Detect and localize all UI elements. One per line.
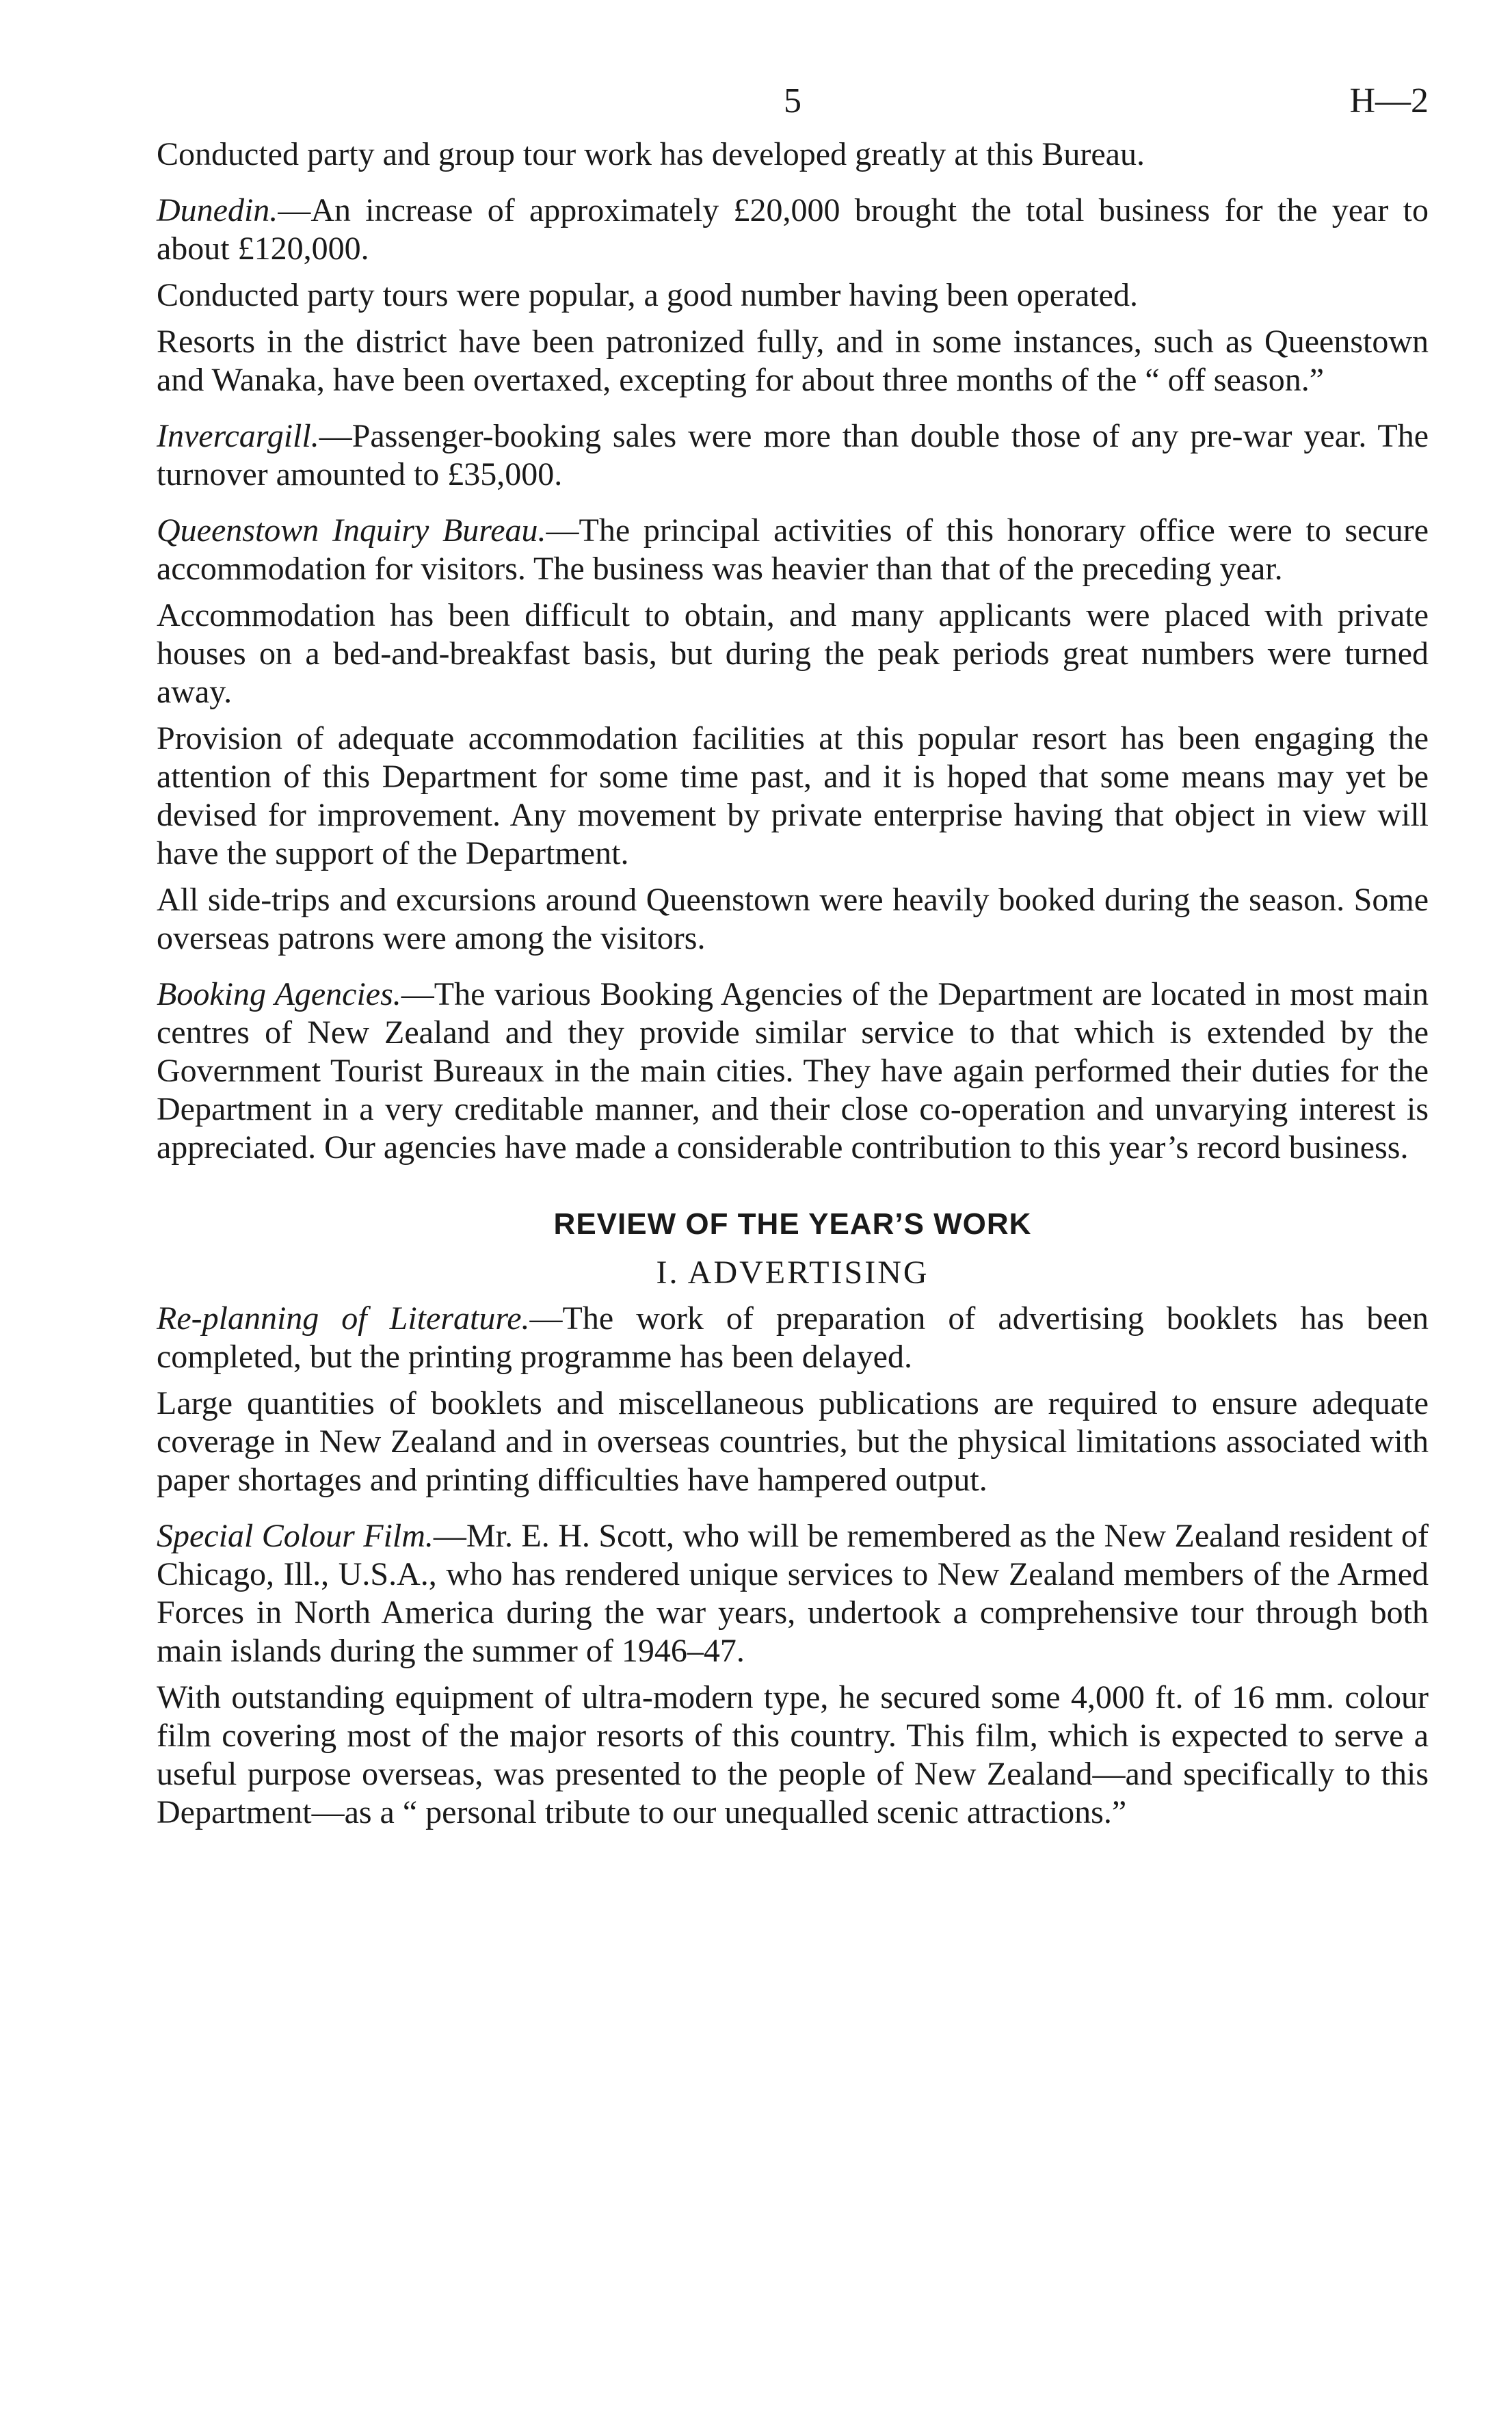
paragraph-text: —Mr. E. H. Scott, who will be remembered as the New Zealand resident of Chicago, Ill., U.S.A., who has rendered unique services to New Zealand members of the Armed Forces in North America during the war years, undertook a comprehensive tour through both main islands during the summer of 1946–47.	[157, 1518, 1429, 1669]
paragraph-large-quantities	[157, 1384, 1429, 1499]
paragraph-queenstown-inquiry-bureau	[157, 512, 1429, 588]
paragraph-lead: Queenstown Inquiry Bureau.	[157, 512, 546, 549]
paragraph-special-colour-film	[157, 1517, 1429, 1670]
paragraph-provision	[157, 720, 1429, 873]
paragraph-text: Accommodation has been difficult to obtain, and many applicants were placed with private houses on a bed-and-breakfast basis, but during the peak periods great numbers were turned away.	[157, 597, 1429, 710]
paragraph-outstanding-equipment	[157, 1679, 1429, 1832]
paragraph-lead: Special Colour Film.	[157, 1518, 434, 1554]
paragraph-text: With outstanding equipment of ultra-modern type, he secured some 4,000 ft. of 16 mm. colour film covering most of the major resorts of this country. This film, which is expected to serve a useful purpose overseas, was presented to the people of New Zealand—and specifically to this Department—as a “ personal tribute to our unequalled scenic attractions.”	[157, 1679, 1429, 1830]
paragraph-replanning-literature	[157, 1300, 1429, 1376]
paragraph-text: —An increase of approximately £20,000 brought the total business for the year to about £120,000.	[157, 192, 1429, 267]
paragraph-text: Provision of adequate accommodation facilities at this popular resort has been engaging the attention of this Department for some time past, and it is hoped that some means may yet be devised for improvement. Any movement by private enterprise having that object in view will have the support of the Department.	[157, 720, 1429, 871]
paragraph-text: Large quantities of booklets and miscellaneous publications are required to ensure adequate coverage in New Zealand and in overseas countries, but the physical limitations associated with paper shortages and printing difficulties have hampered output.	[157, 1385, 1429, 1498]
paragraph-booking-agencies	[157, 975, 1429, 1167]
paragraph-dunedin	[157, 192, 1429, 268]
paragraph-text: All side-trips and excursions around Queenstown were heavily booked during the season. Some overseas patrons were among the visitors.	[157, 882, 1429, 956]
paragraph-text: —Passenger-booking sales were more than double those of any pre-war year. The turnover amounted to £35,000.	[157, 418, 1429, 492]
subsection-heading: I. ADVERTISING	[656, 1254, 929, 1291]
paragraph-text: Conducted party tours were popular, a good number having been operated.	[157, 277, 1138, 313]
paragraph-text: —The work of preparation of advertising booklets has been completed, but the printing programme has been delayed.	[157, 1300, 1429, 1375]
document-page	[157, 81, 1429, 1840]
paragraph-text: Resorts in the district have been patronized fully, and in some instances, such as Queenstown and Wanaka, have been overtaxed, excepting for about three months of the “ off season.”	[157, 324, 1429, 398]
paragraph-resorts	[157, 323, 1429, 399]
paragraph-lead: Dunedin.	[157, 192, 278, 228]
paragraph-lead: Re-planning of Literature.	[157, 1300, 530, 1337]
page-number: 5	[784, 81, 801, 120]
page-header	[157, 81, 1429, 135]
paragraph-lead: Booking Agencies.	[157, 976, 401, 1012]
paragraph-invercargill	[157, 417, 1429, 494]
paragraph-text: —The principal activities of this honorary office were to secure accommodation for visitors. The business was heavier than that of the preceding year.	[157, 512, 1429, 587]
paragraph-conducted-party-tours	[157, 276, 1429, 315]
section-heading: REVIEW OF THE YEAR’S WORK	[553, 1207, 1032, 1241]
document-reference: H—2	[1349, 81, 1429, 120]
paragraph-accommodation	[157, 596, 1429, 711]
paragraph-lead: Invercargill.	[157, 418, 319, 454]
paragraph-conducted-tours-bureau	[157, 135, 1429, 174]
paragraph-side-trips	[157, 881, 1429, 958]
paragraph-text: —The various Booking Agencies of the Department are located in most main centres of New Zealand and they provide similar service to that which is extended by the Government Tourist Bureaux in the main cities. They have again performed their duties for the Department in a very creditable manner, and their close co-operation and unvarying interest is appreciated. Our agencies have made a considerable contribution to this year’s record business.	[157, 976, 1429, 1166]
paragraph-text: Conducted party and group tour work has developed greatly at this Bureau.	[157, 136, 1145, 172]
